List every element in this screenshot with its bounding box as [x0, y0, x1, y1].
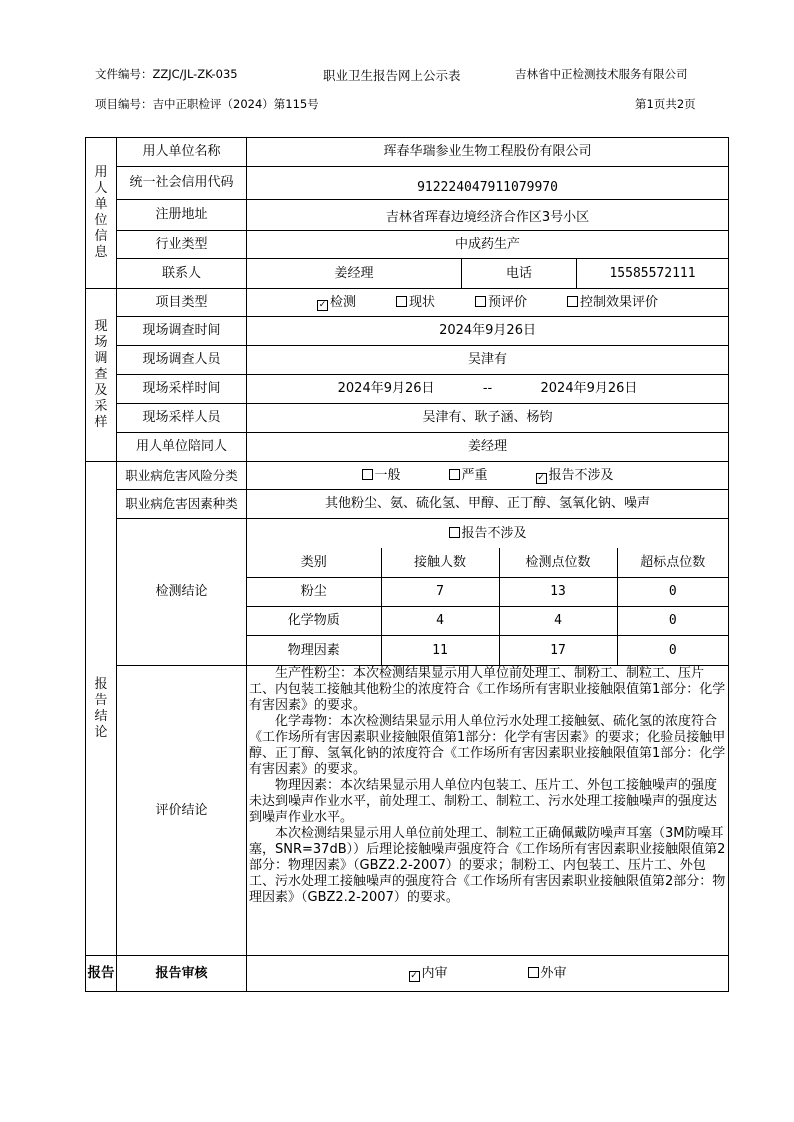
- survey-staff: 吴津有: [247, 346, 729, 375]
- detection-header-row: [247, 548, 728, 577]
- escort-name: 姜经理: [247, 433, 729, 462]
- risk-class-option-1[interactable]: [449, 468, 488, 484]
- employer-name: 珲春华瑞参业生物工程股份有限公司: [247, 138, 729, 167]
- company-name: 吉林省中正检测技术服务有限公司: [515, 67, 688, 81]
- project-type-option-label: 控制效果评价: [580, 294, 659, 310]
- survey-section-char: 样: [94, 415, 108, 430]
- detection-table: [247, 519, 728, 665]
- review-option-label: 内审: [421, 965, 448, 981]
- employer-section-char: 息: [94, 245, 108, 260]
- table-cell: 化学物质: [247, 607, 381, 636]
- table-cell: 13: [499, 577, 617, 606]
- sampling-start: 2024年9月26日: [337, 381, 435, 396]
- table-cell: 7: [381, 577, 499, 606]
- survey-section-char: 调: [94, 351, 108, 366]
- not-involved-option: 报告不涉及: [247, 519, 728, 548]
- project-type-option-3[interactable]: [567, 295, 658, 311]
- form-title: 职业卫生报告网上公示表: [323, 68, 461, 83]
- column-header: 超标点位数: [617, 548, 728, 577]
- unchecked-box-icon[interactable]: [396, 296, 407, 307]
- hazard-factors-label: 职业病危害因素种类: [117, 490, 247, 519]
- survey-time: 2024年9月26日: [247, 317, 729, 346]
- table-cell: 物理因素: [247, 636, 381, 665]
- column-header: 接触人数: [381, 548, 499, 577]
- industry: 中成药生产: [247, 231, 729, 259]
- review-label: 报告审核: [117, 956, 247, 992]
- project-type-option-2[interactable]: [475, 295, 527, 311]
- contact-name: 姜经理: [247, 259, 462, 289]
- column-header: 类别: [247, 548, 381, 577]
- review-option-0[interactable]: [409, 966, 448, 982]
- survey-section-char: 及: [94, 383, 108, 398]
- risk-class-label: 职业病危害风险分类: [117, 462, 247, 490]
- table-row: [247, 636, 728, 665]
- evaluation-label: 评价结论: [117, 666, 247, 956]
- review-section-char: 告: [101, 965, 115, 981]
- industry-label: 行业类型: [117, 231, 247, 259]
- project-type-option-label: 预评价: [488, 294, 528, 310]
- review-option-label: 外审: [540, 965, 567, 981]
- address: 吉林省珲春边境经济合作区3号小区: [247, 200, 729, 231]
- table-cell: 17: [499, 636, 617, 665]
- employer-section-char: 人: [94, 181, 108, 196]
- table-cell: 4: [381, 607, 499, 636]
- table-row: [247, 577, 728, 606]
- conclusion-section-char: 论: [94, 724, 108, 740]
- contact-label: 联系人: [117, 259, 247, 289]
- sampling-separator: --: [482, 381, 493, 396]
- evaluation-paragraph: 化学毒物：本次检测结果显示用人单位污水处理工接触氨、硫化氢的浓度符合《工作场所有害因素职业接触限值第1部分：化学有害因素》的要求；化验员接触甲醇、正丁醇、氢氧化钠的浓度符合《工作场所有害因素职业接触限值第1部分：化学有害因素》的要求。: [249, 714, 726, 777]
- hazard-factors: 其他粉尘、氨、硫化氢、甲醇、正丁醇、氢氧化钠、噪声: [247, 490, 729, 519]
- phone-label: 电话: [462, 259, 577, 289]
- survey-section-char: 采: [94, 399, 108, 414]
- employer-name-label: 用人单位名称: [117, 138, 247, 167]
- conclusion-section-char: 报: [94, 676, 108, 692]
- section-review-label: [86, 956, 117, 992]
- evaluation-paragraph: 生产性粉尘：本次检测结果显示用人单位前处理工、制粉工、制粒工、压片工、内包装工接触其他粉尘的浓度符合《工作场所有害职业接触限值第1部分：化学有害因素》的要求。: [249, 666, 726, 713]
- disclosure-table: [85, 137, 729, 992]
- sampling-staff-label: 现场采样人员: [117, 404, 247, 433]
- table-cell: 0: [617, 636, 728, 665]
- conclusion-section-char: 结: [94, 708, 108, 724]
- evaluation-text: [247, 666, 729, 956]
- risk-class-option-2[interactable]: [536, 468, 614, 484]
- section-conclusion-label: [86, 462, 117, 956]
- table-cell: 粉尘: [247, 577, 381, 606]
- unchecked-box-icon[interactable]: [567, 296, 578, 307]
- credit-code-label: 统一社会信用代码: [117, 167, 247, 200]
- risk-class-option-label: 严重: [461, 467, 488, 483]
- evaluation-paragraph: 本次检测结果显示用人单位前处理工、制粒工正确佩戴防噪声耳塞（3M防噪耳塞，SNR=37dB））后理论接触噪声强度符合《工作场所有害因素职业接触限值第2部分：物理因素》（GBZ2.2-2007）的要求；制粉工、内包装工、压片工、外包工、污水处理工接触噪声的强度符合《工作场所有害因素职业接触限值第2部分：物理因素》（GBZ2.2-2007）的要求。: [249, 826, 726, 905]
- page-indicator: 第1页共2页: [635, 97, 696, 111]
- survey-time-label: 现场调查时间: [117, 317, 247, 346]
- project-type-option-0[interactable]: [317, 295, 356, 311]
- employer-section-char: 信: [94, 229, 108, 244]
- conclusion-section-char: 告: [94, 692, 108, 708]
- column-header: 检测点位数: [499, 548, 617, 577]
- section-employer-label: [86, 138, 117, 289]
- risk-class-option-0[interactable]: [362, 468, 401, 484]
- employer-section-char: 单: [94, 197, 108, 212]
- review-section-char: 报: [87, 965, 101, 981]
- phone-number: 15585572111: [577, 259, 729, 289]
- table-cell: 0: [617, 577, 728, 606]
- project-type-option-1[interactable]: [396, 295, 435, 311]
- address-label: 注册地址: [117, 200, 247, 231]
- risk-class-options: [247, 462, 729, 490]
- employer-section-char: 用: [94, 165, 108, 180]
- survey-section-char: 查: [94, 367, 108, 382]
- risk-class-option-label: 一般: [374, 467, 401, 483]
- unchecked-box-icon[interactable]: [475, 296, 486, 307]
- sampling-end: 2024年9月26日: [540, 381, 638, 396]
- checked-box-icon[interactable]: ✓: [410, 970, 418, 981]
- table-row: [247, 607, 728, 636]
- sampling-staff: 吴津有、耿子涵、杨钧: [247, 404, 729, 433]
- table-cell: 0: [617, 607, 728, 636]
- project-type-label: 项目类型: [117, 289, 247, 317]
- checked-box-icon[interactable]: ✓: [318, 299, 327, 310]
- checked-box-icon[interactable]: ✓: [537, 472, 545, 483]
- unchecked-box-icon[interactable]: [362, 469, 373, 480]
- project-number: 项目编号：吉中正职检评（2024）第115号: [95, 97, 319, 111]
- risk-class-option-label: 报告不涉及: [548, 467, 614, 483]
- sampling-time: [247, 375, 729, 404]
- detection-table-cell: [247, 519, 729, 666]
- table-cell: 4: [499, 607, 617, 636]
- employer-section-char: 位: [94, 213, 108, 228]
- credit-code: 912224047911079970: [247, 167, 729, 200]
- evaluation-paragraph: 物理因素：本次结果显示用人单位内包装工、压片工、外包工接触噪声的强度未达到噪声作业水平，前处理工、制粉工、制粒工、污水处理工接触噪声的强度达到噪声作业水平。: [249, 778, 718, 825]
- project-type-option-label: 检测: [329, 294, 356, 310]
- review-option-1[interactable]: [528, 966, 567, 982]
- unchecked-box-icon[interactable]: [449, 469, 460, 480]
- unchecked-box-icon[interactable]: [528, 967, 539, 978]
- survey-section-char: 场: [94, 335, 108, 350]
- table-cell: 11: [381, 636, 499, 665]
- detection-label: 检测结论: [117, 519, 247, 666]
- escort-label: 用人单位陪同人: [117, 433, 247, 462]
- file-number: 文件编号：ZZJC/JL-ZK-035: [95, 67, 238, 81]
- sampling-time-label: 现场采样时间: [117, 375, 247, 404]
- project-type-option-label: 现状: [409, 294, 436, 310]
- survey-staff-label: 现场调查人员: [117, 346, 247, 375]
- review-options: [247, 956, 729, 992]
- section-survey-label: [86, 289, 117, 462]
- project-type-options: [247, 289, 729, 317]
- survey-section-char: 现: [94, 319, 108, 334]
